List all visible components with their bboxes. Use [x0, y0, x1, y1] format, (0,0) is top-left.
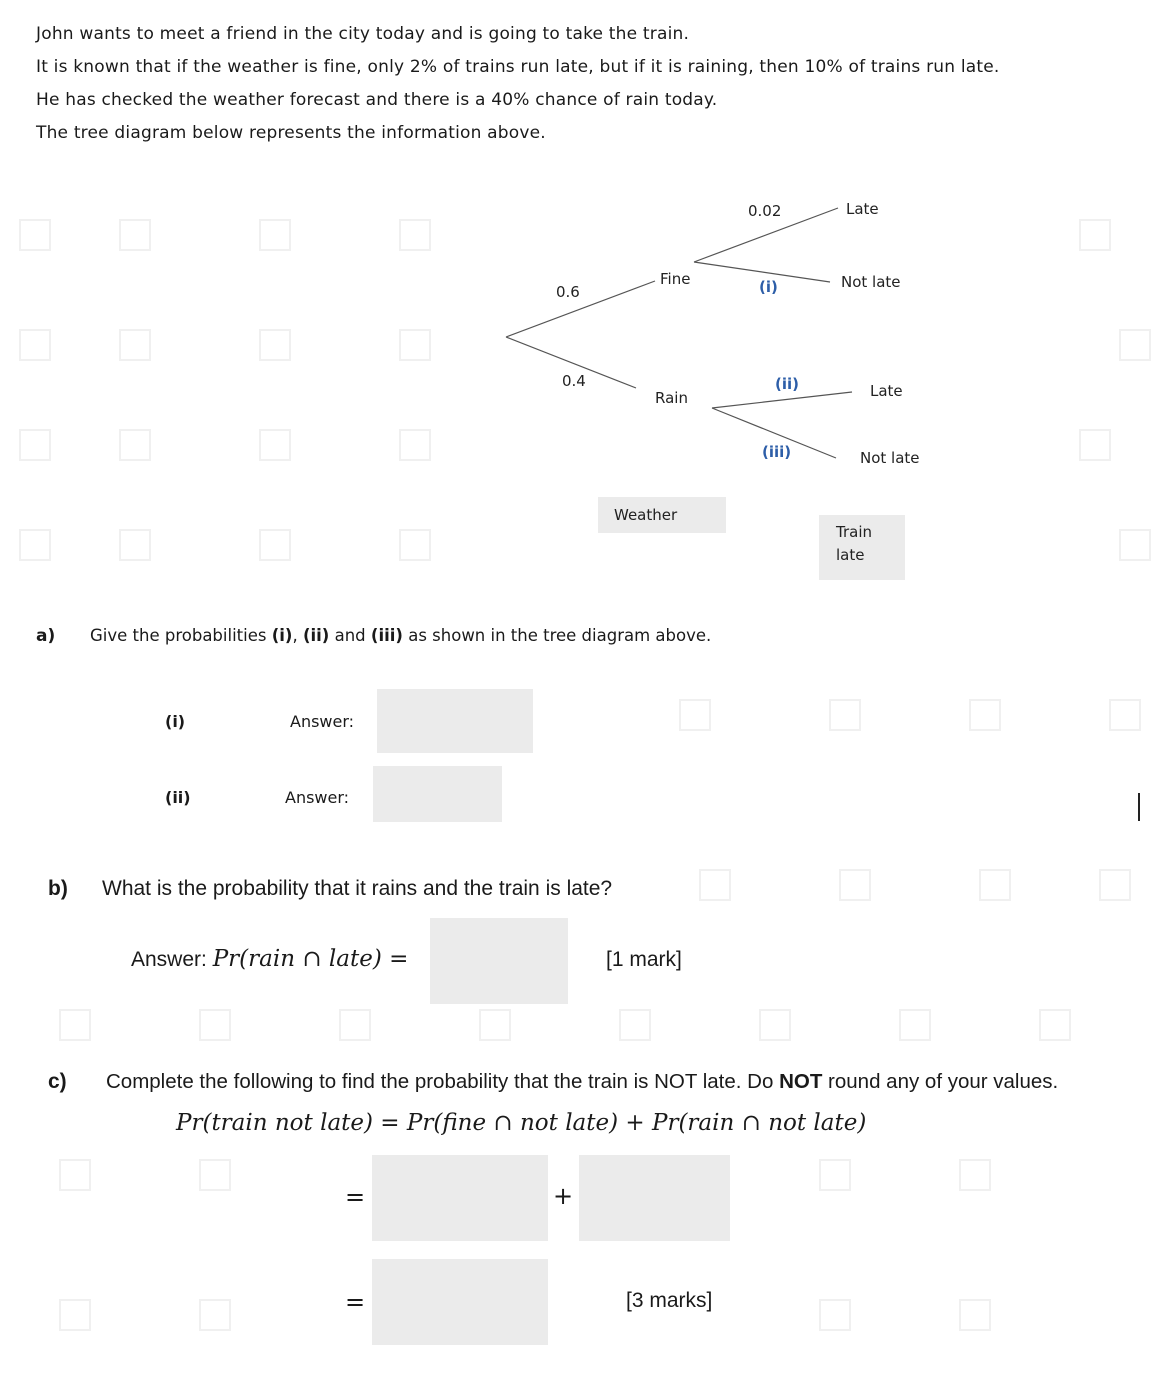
text-cursor — [1138, 793, 1140, 821]
part-c-letter: c) — [48, 1070, 67, 1093]
part-c-answer-2-input[interactable] — [579, 1155, 730, 1241]
intro-line-3: He has checked the weather forecast and there is a 40% chance of rain today. — [36, 90, 718, 110]
intro-line-2: It is known that if the weather is fine, only 2% of trains run late, but if it is raining, then 10% of trains run late. — [36, 57, 1000, 77]
part-c-marks: [3 marks] — [626, 1289, 713, 1312]
part-c-answer-1-input[interactable] — [372, 1155, 548, 1241]
intro-line-4: The tree diagram below represents the information above. — [36, 123, 546, 143]
leaf-fine-not-late: Not late — [841, 273, 901, 291]
branch-fine — [506, 281, 655, 337]
part-a-letter: a) — [36, 626, 56, 646]
leaf-fine-late: Late — [846, 200, 879, 218]
prob-fine-late: 0.02 — [748, 202, 782, 220]
part-b-question: What is the probability that it rains and the train is late? — [102, 877, 613, 900]
weather-header: Weather — [598, 497, 726, 533]
train-late-header: Train late — [819, 515, 905, 580]
leaf-rain-late: Late — [870, 382, 903, 400]
node-fine: Fine — [660, 270, 691, 288]
unknown-ii: (ii) — [775, 375, 799, 393]
unknown-i: (i) — [759, 278, 778, 296]
prob-fine: 0.6 — [556, 283, 580, 301]
part-c-answer-3-input[interactable] — [372, 1259, 548, 1345]
answer-i-input[interactable] — [377, 689, 533, 753]
part-b-letter: b) — [48, 877, 68, 900]
leaf-rain-not-late: Not late — [860, 449, 920, 467]
part-a-question: Give the probabilities (i), (ii) and (iii) as shown in the tree diagram above. — [90, 626, 712, 645]
plus-sign: + — [553, 1182, 574, 1210]
prob-rain: 0.4 — [562, 372, 586, 390]
unknown-iii: (iii) — [762, 443, 792, 461]
answer-i-label: Answer: — [290, 712, 355, 731]
equals-sign-1: = — [345, 1183, 366, 1211]
answer-ii-input[interactable] — [373, 766, 502, 822]
part-c-equation: Pr(train not late) = Pr(fine ∩ not late) + Pr(rain ∩ not late) — [176, 1110, 867, 1136]
tree-diagram — [0, 0, 1170, 620]
part-b-marks: [1 mark] — [606, 948, 682, 971]
part-c-question: Complete the following to find the probability that the train is NOT late. Do NOT round any of your values. — [106, 1070, 1059, 1093]
answer-ii-label: Answer: — [285, 788, 350, 807]
part-b-answer-line: Answer: Pr(rain ∩ late) = — [131, 946, 409, 972]
node-rain: Rain — [655, 389, 688, 407]
intro-line-1: John wants to meet a friend in the city today and is going to take the train. — [36, 24, 690, 44]
part-a-row-ii-label: (ii) — [165, 788, 191, 807]
part-a-row-i-label: (i) — [165, 712, 186, 731]
equals-sign-2: = — [345, 1288, 366, 1316]
branch-rain-late — [712, 392, 852, 408]
part-b-answer-input[interactable] — [430, 918, 568, 1004]
